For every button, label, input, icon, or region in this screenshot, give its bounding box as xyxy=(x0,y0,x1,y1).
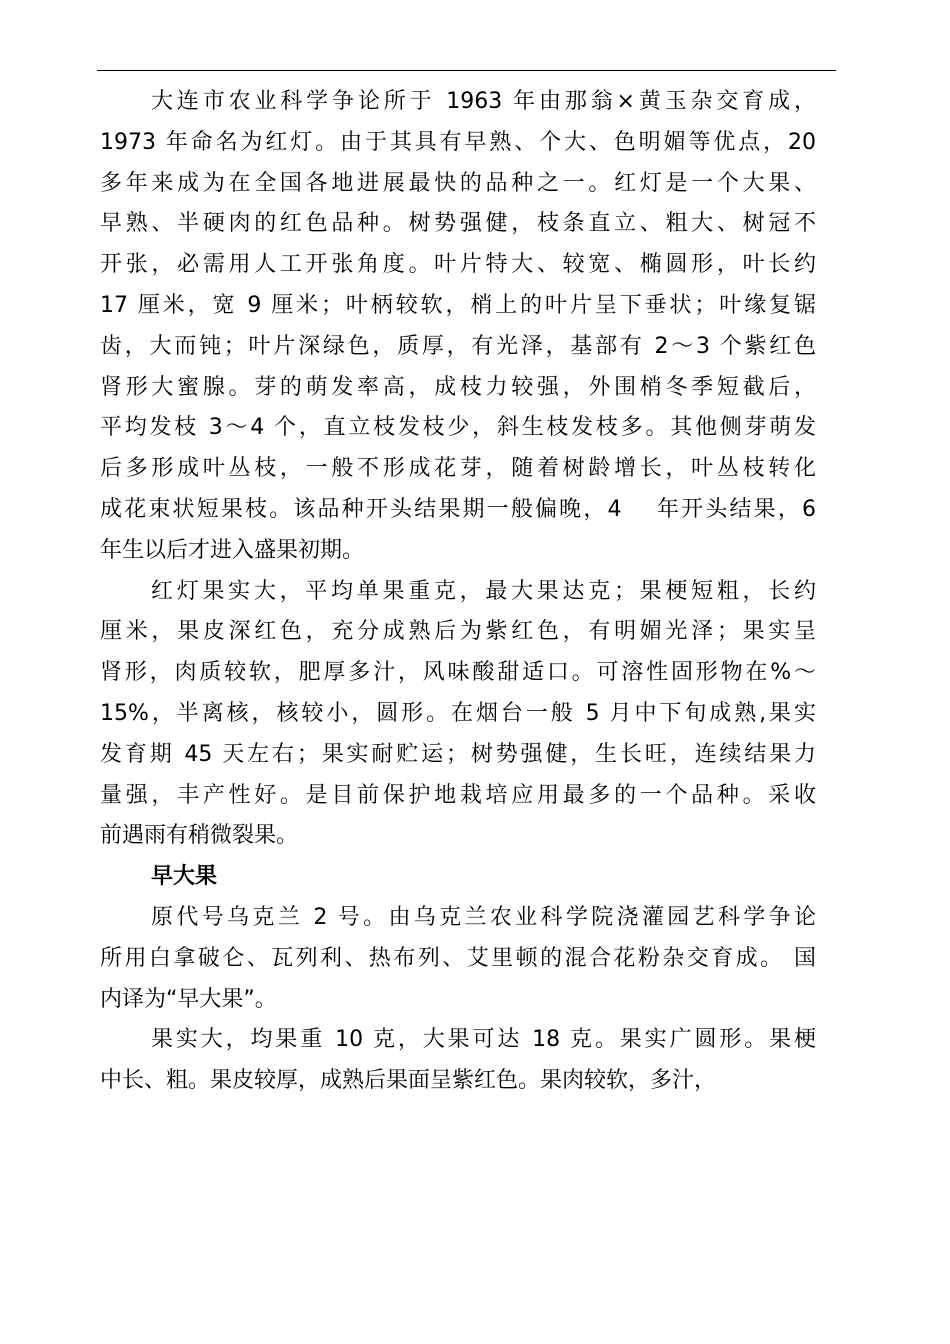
header-rule xyxy=(97,70,836,71)
text-line: 中长、粗。果皮较厚，成熟后果面呈紫红色。果肉较软，多汁， xyxy=(100,1068,717,1094)
text-line: 前遇雨有稍微裂果。 xyxy=(100,823,299,849)
text-line: 厘米，果皮深红色，充分成熟后为紫红色，有明媚光泽；果实呈 xyxy=(100,619,816,645)
text-line: 内译为“早大果”。 xyxy=(100,986,277,1012)
text-line: 15%，半离核，核较小，圆形。在烟台一般 5 月中下旬成熟,果实 xyxy=(100,700,816,726)
text-line: 肾形大蜜腺。芽的萌发率高，成枝力较强，外围梢冬季短截后， xyxy=(100,374,816,400)
text-line: 开张，必需用人工开张角度。叶片特大、较宽、椭圆形，叶长约 xyxy=(100,252,816,278)
text-line: 平均发枝 3～4 个，直立枝发枝少，斜生枝发枝多。其他侧芽萌发 xyxy=(100,415,816,441)
text-line: 早熟、半硬肉的红色品种。树势强健，枝条直立、粗大、树冠不 xyxy=(100,211,816,237)
text-line: 肾形，肉质较软，肥厚多汁，风味酸甜适口。可溶性固形物在%～ xyxy=(100,660,816,686)
text-line: 后多形成叶丛枝，一般不形成花芽，随着树龄增长，叶丛枝转化 xyxy=(100,456,816,482)
text-line: 年生以后才进入盛果初期。 xyxy=(100,537,365,563)
text-line: 17 厘米，宽 9 厘米；叶柄较软，梢上的叶片呈下垂状；叶缘复锯 xyxy=(100,292,816,318)
text-line: 果实大，均果重 10 克，大果可达 18 克。果实广圆形。果梗 xyxy=(151,1027,816,1053)
text-line: 原代号乌克兰 2 号。由乌克兰农业科学院浇灌园艺科学争论 xyxy=(151,904,816,930)
text-line: 齿，大而钝；叶片深绿色，质厚，有光泽，基部有 2～3 个紫红色 xyxy=(100,333,816,359)
text-line: 多年来成为在全国各地进展最快的品种之一。红灯是一个大果、 xyxy=(100,170,816,196)
section-heading: 早大果 xyxy=(151,864,218,890)
text-line: 量强，丰产性好。是目前保护地栽培应用最多的一个品种。采收 xyxy=(100,782,816,808)
text-line: 红灯果实大，平均单果重克，最大果达克；果梗短粗，长约 xyxy=(151,578,816,604)
text-line: 所用白拿破仑、瓦列利、热布列、艾里顿的混合花粉杂交育成。 国 xyxy=(100,945,816,971)
text-line: 大连市农业科学争论所于 1963 年由那翁×黄玉杂交育成， xyxy=(151,89,816,114)
text-line: 1973 年命名为红灯。由于其具有早熟、个大、色明媚等优点，20 xyxy=(100,129,816,155)
text-line: 成花束状短果枝。该品种开头结果期一般偏晚，4 年开头结果，6 xyxy=(100,496,816,522)
text-line: 发育期 45 天左右；果实耐贮运；树势强健，生长旺，连续结果力 xyxy=(100,741,816,767)
document-body xyxy=(100,82,816,1102)
